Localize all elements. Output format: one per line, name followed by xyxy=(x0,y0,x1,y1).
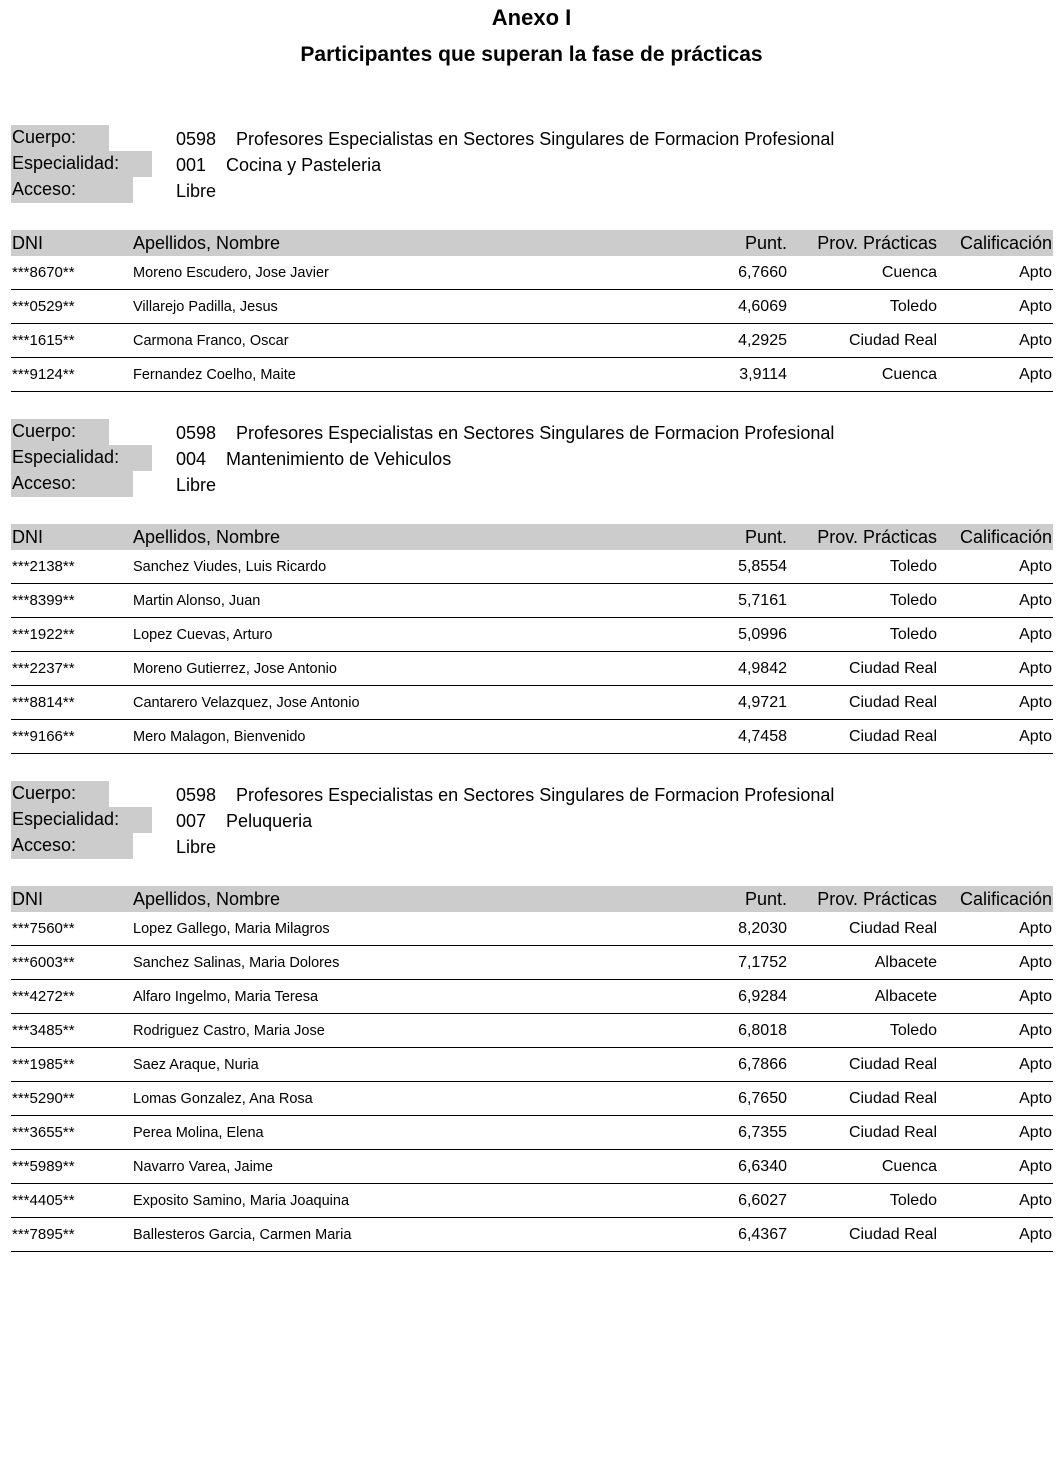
cell-dni: ***8399** xyxy=(12,592,75,609)
cell-punt: 4,9842 xyxy=(738,660,787,677)
cell-punt: 6,7866 xyxy=(738,1056,787,1073)
cell-prov: Toledo xyxy=(889,298,937,315)
cell-prov: Ciudad Real xyxy=(848,1124,937,1141)
cell-nombre: Lomas Gonzalez, Ana Rosa xyxy=(133,1091,313,1107)
cell-punt: 4,9721 xyxy=(738,694,787,711)
cell-calificacion: Apto xyxy=(1019,694,1052,711)
cell-calificacion: Apto xyxy=(1019,1158,1052,1175)
especialidad-row xyxy=(11,807,1053,833)
cell-prov: Albacete xyxy=(874,988,937,1005)
especialidad-label: Especialidad: xyxy=(11,445,152,471)
specialty-section xyxy=(11,125,1053,392)
cell-punt: 4,7458 xyxy=(738,728,787,745)
especialidad-row xyxy=(11,445,1053,471)
cell-nombre: Carmona Franco, Oscar xyxy=(133,333,289,349)
cell-calificacion: Apto xyxy=(1019,1056,1052,1073)
specialty-section xyxy=(11,781,1053,1252)
cell-nombre: Fernandez Coelho, Maite xyxy=(133,367,296,383)
acceso-label: Acceso: xyxy=(11,471,133,497)
cell-nombre: Perea Molina, Elena xyxy=(133,1125,264,1141)
header-dni: DNI xyxy=(12,527,43,547)
cell-punt: 6,6027 xyxy=(738,1192,787,1209)
cell-nombre: Martin Alonso, Juan xyxy=(133,593,261,609)
cell-nombre: Sanchez Salinas, Maria Dolores xyxy=(133,955,340,971)
especialidad-code: 007 xyxy=(176,811,207,831)
cell-calificacion: Apto xyxy=(1019,1124,1052,1141)
acceso-value: Libre xyxy=(176,475,217,495)
table-row xyxy=(11,358,1053,392)
cuerpo-name: Profesores Especialistas en Sectores Singulares de Formacion Profesional xyxy=(236,785,835,805)
cell-calificacion: Apto xyxy=(1019,988,1052,1005)
cell-punt: 5,0996 xyxy=(738,626,787,643)
cell-nombre: Saez Araque, Nuria xyxy=(133,1057,259,1073)
cell-prov: Toledo xyxy=(889,1022,937,1039)
cell-prov: Ciudad Real xyxy=(848,1226,937,1243)
table-header xyxy=(11,230,1053,256)
cell-prov: Ciudad Real xyxy=(848,728,937,745)
cell-nombre: Navarro Varea, Jaime xyxy=(133,1159,273,1175)
cuerpo-label: Cuerpo: xyxy=(11,125,109,151)
cuerpo-value xyxy=(176,783,834,807)
cell-punt: 5,7161 xyxy=(738,592,787,609)
table-row xyxy=(11,1150,1053,1184)
table-row xyxy=(11,1048,1053,1082)
cell-dni: ***4405** xyxy=(12,1192,75,1209)
cell-calificacion: Apto xyxy=(1019,954,1052,971)
acceso-value: Libre xyxy=(176,181,217,201)
header-nombre: Apellidos, Nombre xyxy=(133,233,281,253)
header-calificacion: Calificación xyxy=(959,233,1052,253)
table-row xyxy=(11,912,1053,946)
cuerpo-value xyxy=(176,127,834,151)
cell-nombre: Moreno Escudero, Jose Javier xyxy=(133,265,329,281)
cuerpo-name: Profesores Especialistas en Sectores Singulares de Formacion Profesional xyxy=(236,129,835,149)
header-prov: Prov. Prácticas xyxy=(817,889,937,909)
table-header xyxy=(11,886,1053,912)
cell-calificacion: Apto xyxy=(1019,264,1052,281)
cell-calificacion: Apto xyxy=(1019,1090,1052,1107)
cell-nombre: Lopez Gallego, Maria Milagros xyxy=(133,921,330,937)
table-row xyxy=(11,1184,1053,1218)
especialidad-label: Especialidad: xyxy=(11,151,152,177)
cell-prov: Cuenca xyxy=(881,264,937,281)
cell-calificacion: Apto xyxy=(1019,626,1052,643)
header-calificacion: Calificación xyxy=(959,527,1052,547)
acceso-row xyxy=(11,177,1053,203)
cell-calificacion: Apto xyxy=(1019,1022,1052,1039)
table-row xyxy=(11,720,1053,754)
cell-nombre: Villarejo Padilla, Jesus xyxy=(133,299,278,315)
header-nombre: Apellidos, Nombre xyxy=(133,889,281,909)
cell-dni: ***5290** xyxy=(12,1090,75,1107)
cell-nombre: Rodriguez Castro, Maria Jose xyxy=(133,1023,325,1039)
cell-punt: 6,7650 xyxy=(738,1090,787,1107)
cell-calificacion: Apto xyxy=(1019,1226,1052,1243)
cell-prov: Ciudad Real xyxy=(848,332,937,349)
header-dni: DNI xyxy=(12,233,43,253)
cell-calificacion: Apto xyxy=(1019,1192,1052,1209)
cell-nombre: Lopez Cuevas, Arturo xyxy=(133,627,273,643)
header-calificacion: Calificación xyxy=(959,889,1052,909)
specialty-section xyxy=(11,419,1053,754)
table-row xyxy=(11,1218,1053,1252)
cell-calificacion: Apto xyxy=(1019,332,1052,349)
cell-punt: 4,6069 xyxy=(738,298,787,315)
cuerpo-name: Profesores Especialistas en Sectores Singulares de Formacion Profesional xyxy=(236,423,835,443)
cuerpo-code: 0598 xyxy=(176,129,217,149)
cell-nombre: Mero Malagon, Bienvenido xyxy=(133,729,306,745)
cell-nombre: Cantarero Velazquez, Jose Antonio xyxy=(133,695,360,711)
cell-dni: ***3485** xyxy=(12,1022,75,1039)
cell-punt: 5,8554 xyxy=(738,558,787,575)
cell-nombre: Ballesteros Garcia, Carmen Maria xyxy=(133,1227,352,1243)
cell-dni: ***1985** xyxy=(12,1056,75,1073)
cell-dni: ***7895** xyxy=(12,1226,75,1243)
header-prov: Prov. Prácticas xyxy=(817,527,937,547)
cell-dni: ***7560** xyxy=(12,920,75,937)
table-row xyxy=(11,686,1053,720)
cuerpo-row xyxy=(11,419,1053,445)
cell-punt: 3,9114 xyxy=(739,366,787,383)
especialidad-value xyxy=(176,809,312,833)
acceso-row xyxy=(11,471,1053,497)
cell-dni: ***8814** xyxy=(12,694,75,711)
table-row xyxy=(11,290,1053,324)
cell-dni: ***2237** xyxy=(12,660,75,677)
cell-prov: Toledo xyxy=(889,626,937,643)
table-row xyxy=(11,324,1053,358)
table-row xyxy=(11,618,1053,652)
cuerpo-label: Cuerpo: xyxy=(11,419,109,445)
cell-punt: 6,9284 xyxy=(738,988,787,1005)
cell-calificacion: Apto xyxy=(1019,920,1052,937)
cell-prov: Ciudad Real xyxy=(848,660,937,677)
cell-prov: Ciudad Real xyxy=(848,694,937,711)
cell-dni: ***6003** xyxy=(12,954,75,971)
especialidad-code: 004 xyxy=(176,449,207,469)
header-dni: DNI xyxy=(12,889,43,909)
cell-punt: 8,2030 xyxy=(738,920,787,937)
table-row xyxy=(11,980,1053,1014)
cuerpo-label: Cuerpo: xyxy=(11,781,109,807)
acceso-label: Acceso: xyxy=(11,177,133,203)
especialidad-code: 001 xyxy=(176,155,207,175)
page-title: Anexo I xyxy=(491,5,572,30)
cell-prov: Ciudad Real xyxy=(848,1090,937,1107)
cell-prov: Toledo xyxy=(889,558,937,575)
especialidad-label: Especialidad: xyxy=(11,807,152,833)
cell-calificacion: Apto xyxy=(1019,728,1052,745)
cell-calificacion: Apto xyxy=(1019,592,1052,609)
table-header xyxy=(11,524,1053,550)
cell-punt: 6,6340 xyxy=(738,1158,787,1175)
cell-nombre: Alfaro Ingelmo, Maria Teresa xyxy=(133,989,319,1005)
cuerpo-row xyxy=(11,125,1053,151)
cell-dni: ***8670** xyxy=(12,264,75,281)
cell-dni: ***4272** xyxy=(12,988,75,1005)
cell-punt: 7,1752 xyxy=(738,954,787,971)
table-row xyxy=(11,256,1053,290)
especialidad-name: Cocina y Pasteleria xyxy=(226,155,382,175)
cell-dni: ***5989** xyxy=(12,1158,75,1175)
acceso-row xyxy=(11,833,1053,859)
cell-prov: Ciudad Real xyxy=(848,920,937,937)
cell-dni: ***9166** xyxy=(12,728,75,745)
table-row xyxy=(11,1116,1053,1150)
acceso-value: Libre xyxy=(176,837,217,857)
cell-punt: 6,8018 xyxy=(738,1022,787,1039)
cell-prov: Albacete xyxy=(874,954,937,971)
cell-nombre: Exposito Samino, Maria Joaquina xyxy=(133,1193,350,1209)
cell-nombre: Sanchez Viudes, Luis Ricardo xyxy=(133,559,327,575)
cell-calificacion: Apto xyxy=(1019,558,1052,575)
cell-prov: Toledo xyxy=(889,1192,937,1209)
cell-dni: ***1615** xyxy=(12,332,75,349)
cuerpo-row xyxy=(11,781,1053,807)
cuerpo-value xyxy=(176,421,834,445)
table-row xyxy=(11,652,1053,686)
cuerpo-code: 0598 xyxy=(176,423,217,443)
header-punt: Punt. xyxy=(744,889,787,909)
table-row xyxy=(11,1014,1053,1048)
table-row xyxy=(11,584,1053,618)
page-subtitle: Participantes que superan la fase de prácticas xyxy=(300,43,763,66)
table-row xyxy=(11,946,1053,980)
cell-punt: 6,7355 xyxy=(738,1124,787,1141)
cell-dni: ***9124** xyxy=(12,366,75,383)
cell-calificacion: Apto xyxy=(1019,298,1052,315)
cell-dni: ***1922** xyxy=(12,626,75,643)
cell-nombre: Moreno Gutierrez, Jose Antonio xyxy=(133,661,337,677)
especialidad-value xyxy=(176,153,381,177)
cell-punt: 6,7660 xyxy=(738,264,787,281)
cell-dni: ***0529** xyxy=(12,298,75,315)
header-prov: Prov. Prácticas xyxy=(817,233,937,253)
cell-calificacion: Apto xyxy=(1019,366,1052,383)
cell-punt: 4,2925 xyxy=(738,332,787,349)
acceso-label: Acceso: xyxy=(11,833,133,859)
especialidad-name: Mantenimiento de Vehiculos xyxy=(226,449,452,469)
especialidad-name: Peluqueria xyxy=(226,811,313,831)
cuerpo-code: 0598 xyxy=(176,785,217,805)
cell-prov: Ciudad Real xyxy=(848,1056,937,1073)
header-nombre: Apellidos, Nombre xyxy=(133,527,281,547)
cell-prov: Cuenca xyxy=(881,366,937,383)
cell-dni: ***2138** xyxy=(12,558,75,575)
header-punt: Punt. xyxy=(744,527,787,547)
table-row xyxy=(11,1082,1053,1116)
cell-prov: Toledo xyxy=(889,592,937,609)
header-punt: Punt. xyxy=(744,233,787,253)
cell-prov: Cuenca xyxy=(881,1158,937,1175)
cell-calificacion: Apto xyxy=(1019,660,1052,677)
table-row xyxy=(11,550,1053,584)
cell-dni: ***3655** xyxy=(12,1124,75,1141)
especialidad-value xyxy=(176,447,451,471)
cell-punt: 6,4367 xyxy=(738,1226,787,1243)
especialidad-row xyxy=(11,151,1053,177)
